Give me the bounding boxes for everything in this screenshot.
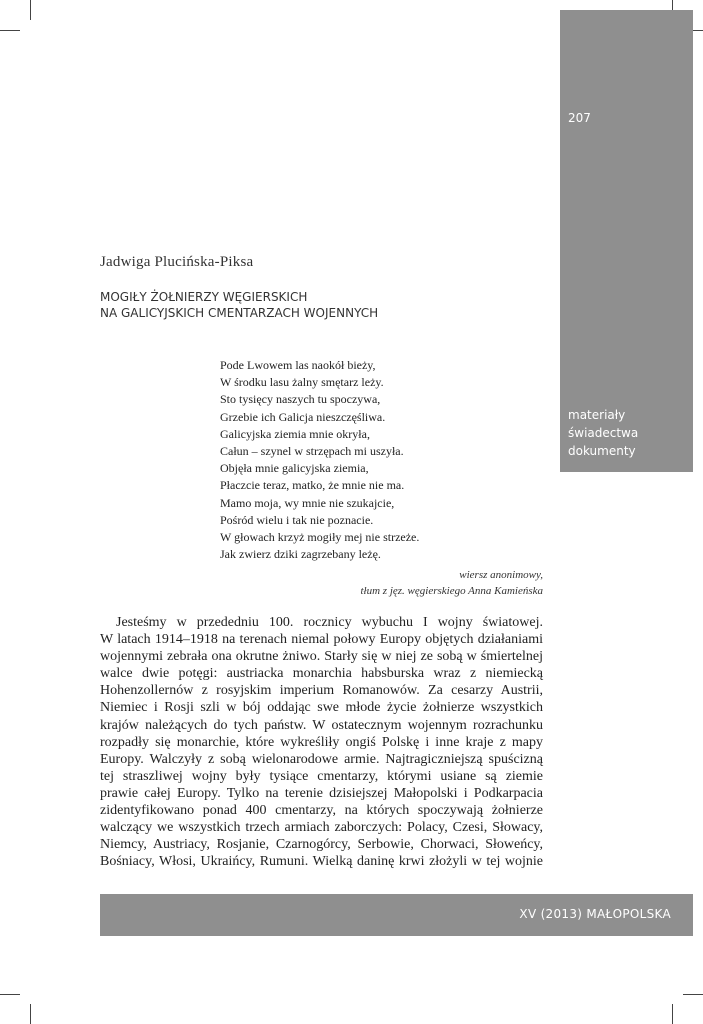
body-line: Europy. Walczyły z sobą wielonarodowe armie. Najtragiczniejszą spuścizną [100,751,543,767]
poem-line: Jak zwierz dziki zagrzebany leżę. [220,547,381,562]
attribution-line: wiersz anonimowy, [459,569,543,581]
title-line: NA GALICYJSKICH CMENTARZACH WOJENNYCH [100,306,379,320]
body-line: rozpadły się monarchie, które wykreśliły ongiś Polskę i inne kraje z mapy [100,734,543,750]
poem-line: Grzebie ich Galicja nieszczęśliwa. [220,409,386,424]
poem-epigraph [220,357,419,563]
poem-line: Pode Lwowem las naokół bieży, [220,358,376,372]
poem-line: Galicyjska ziemia mnie okryła, [220,426,370,441]
poem-attribution [361,567,544,599]
attribution-line: tłum z jęz. węgierskiego Anna Kamieńska [360,585,543,597]
body-line: walce dwie potęgi: austriacka monarchia habsburska wraz z niemiecką [100,666,543,682]
article-body [100,614,543,870]
title-line: MOGIŁY ŻOŁNIERZY WĘGIERSKICH [100,290,308,304]
body-line: wojennymi zebrała ona okrutne żniwo. Starły się w niej ze sobą w śmiertelnej [100,649,543,665]
body-line: W latach 1914–1918 na terenach niemal połowy Europy objętych działaniami [100,632,543,648]
journal-name: XV (2013) MAŁOPOLSKA [519,907,671,921]
crop-mark [30,1004,31,1024]
body-line: Niemcy, Austriacy, Rosjanie, Czarnogórcy, Serbowie, Chorwaci, Słoweńcy, [100,837,543,853]
body-line: Niemiec i Rosji szli w bój oddając swe młode życie żołnierze wszystkich [100,700,543,716]
section-sidebar [560,10,693,472]
poem-line: Objęła mnie galicyjska ziemia, [220,461,369,476]
journal-footer [100,894,693,936]
poem-line: W głowach krzyż mogiły mej nie strzeże. [220,530,420,545]
article-title [100,289,378,321]
section-label: dokumenty [568,444,636,458]
section-label: świadectwa [568,426,639,440]
body-line: walczący we wszystkich trzech armiach zaborczych: Polacy, Czesi, Słowacy, [100,820,543,836]
body-line: tej straszliwej wojny były tysiące cmentarzy, którymi usiane są ziemie [100,768,543,784]
crop-mark [672,1004,673,1024]
poem-line: Płaczcie teraz, matko, że mnie nie ma. [220,478,405,493]
body-line: prawie całej Europy. Tylko na terenie dzisiejszej Małopolski i Podkarpacia [100,785,543,801]
article-author: Jadwiga Plucińska-Piksa [100,254,254,270]
body-line: zidentyfikowano ponad 400 cmentarzy, na których spoczywają żołnierze [100,803,543,819]
body-line: Hohenzollernów z rosyjskim imperium Romanowów. Za cesarzy Austrii, [100,683,543,699]
body-line: krajów należących do tych państw. W ostatecznym wojennym rozrachunku [100,717,543,733]
crop-mark [30,0,31,20]
body-line: Bośniacy, Włosi, Ukraińcy, Rumuni. Wielką daninę krwi złożyli w tej wojnie [100,854,543,870]
poem-line: Całun – szynel w strzępach mi uszyła. [220,444,404,459]
crop-mark [0,30,20,31]
poem-line: Pośród wielu i tak nie poznacie. [220,512,374,527]
poem-line: Sto tysięcy naszych tu spoczywa, [220,392,381,407]
poem-line: Mamo moja, wy mnie nie szukajcie, [220,495,395,510]
section-label: materiały [568,408,626,422]
page-number: 207 [568,111,591,125]
body-line: Jesteśmy w przededniu 100. rocznicy wybuchu I wojny światowej. [116,615,543,630]
crop-mark [0,994,20,995]
crop-mark [683,994,703,995]
section-labels [568,406,638,460]
poem-line: W środku lasu żalny smętarz leży. [220,375,384,390]
